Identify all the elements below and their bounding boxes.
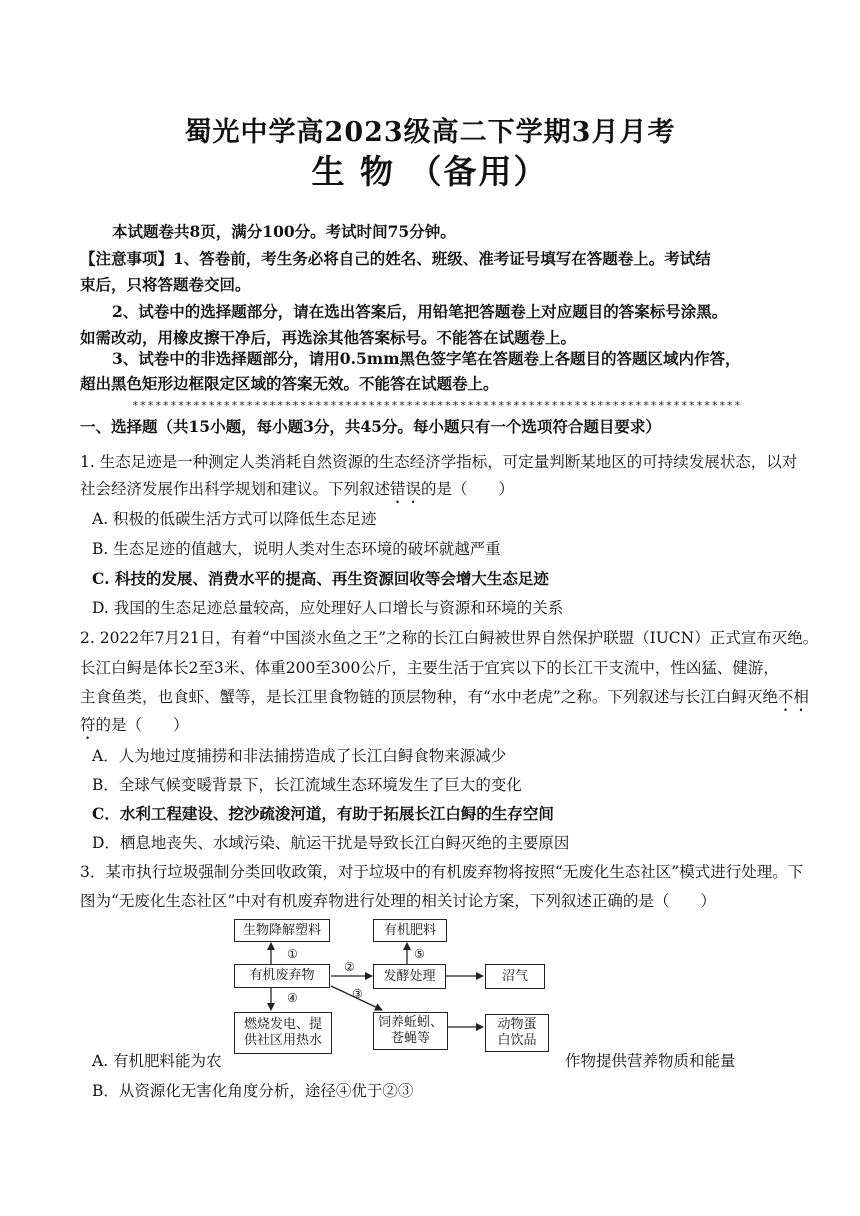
q2-option-a: A．人为地过度捕捞和非法捕捞造成了长江白鲟食物来源减少 [92,747,507,765]
q2-option-c: C．水利工程建设、挖沙疏浚河道，有助于拓展长江白鲟的生存空间 [92,804,554,823]
note-3-line-1: 3、试卷中的非选择题部分，请用0.5mm黑色签字笔在答题卷上各题目的答题区域内作答， [112,349,741,368]
q1-stem-line-1: 1. 生态足迹是一种测定人类消耗自然资源的生态经济学指标，可定量判断某地区的可持续发展状态，以对 [80,453,798,471]
q1-option-d: D. 我国的生态足迹总量较高，应处理好人口增长与资源和环境的关系 [92,599,564,617]
q2-stem-line-1: 2. 2022年7月21日，有着“中国淡水鱼之王”之称的长江白鲟被世界自然保护联盟（IUCN）正式宣布灭绝。 [80,629,819,647]
note-3-line-2: 超出黑色矩形边框限定区域的答案无效。不能答在试题卷上。 [80,374,499,393]
box-protein [485,1014,549,1052]
q3-option-a-part-2: 作物提供营养物质和能量 [565,1052,736,1070]
q3-option-b: B．从资源化无害化角度分析，途径④优于②③ [92,1082,414,1100]
q1-option-a: A. 积极的低碳生活方式可以降低生态足迹 [92,510,377,528]
note-2-line-1: 2、试卷中的选择题部分，请在选出答案后，用铅笔把答题卷上对应题目的答案标号涂黑。 [112,302,728,321]
box-burning-line-1: 燃烧发电、提 [243,1017,322,1032]
exam-intro: 本试题卷共8页，满分100分。考试时间75分钟。 [112,222,456,241]
q3-stem-line-2: 图为“无废化生态社区”中对有机废弃物进行处理的相关讨论方案，下列叙述正确的是（ ） [80,892,716,910]
q2-stem-line-4: 符的是（ ） [80,716,189,734]
q2-emphasis-1: 不相 [777,688,809,706]
q1-option-b: B. 生态足迹的值越大，说明人类对生态环境的破坏就越严重 [92,540,501,558]
q2-stem-line-2: 长江白鲟是体长2至3米、体重200至300公斤，主要生活于宜宾以下的长江干支流中，性凶猛、健游， [80,659,779,677]
page-title: 蜀光中学高2023级高二下学期3月月考 [184,117,676,148]
q1-emphasis: 错误 [390,480,422,498]
q2-emphasis-2: 符 [80,716,96,734]
box-fermentation: 发酵处理 [373,964,446,989]
box-burning [234,1012,332,1054]
label-3: ③ [352,987,363,1001]
label-5: ⑤ [414,947,425,961]
q3-stem-line-1: 3．某市执行垃圾强制分类回收政策，对于垃圾中的有机废弃物将按照“无废化生态社区”模式进行处理。下 [80,863,804,881]
label-4: ④ [287,991,298,1005]
note-1-line-1: 【注意事项】1、答卷前，考生务必将自己的姓名、班级、准考证号填写在答题卷上。考试结 [80,249,711,268]
box-protein-line-2: 白饮品 [497,1033,537,1048]
box-burning-line-2: 供社区用热水 [243,1033,322,1048]
box-organic-waste: 有机废弃物 [234,964,330,988]
separator-line: ******************************************************************************** [132,399,742,412]
box-feeding [373,1012,448,1050]
section-heading: 一、选择题（共15小题，每小题3分，共45分。每小题只有一个选项符合题目要求） [80,417,661,436]
box-biogas: 沼气 [485,964,545,989]
box-feeding-line-1: 饲养蚯蚓、 [377,1015,443,1030]
page-subtitle: 生 物 （备用） [311,152,549,191]
note-1-line-2: 束后，只将答题卷交回。 [80,275,251,294]
q2-option-d: D．栖息地丧失、水域污染、航运干扰是导致长江白鲟灭绝的主要原因 [92,834,570,852]
label-1: ① [287,947,298,961]
box-protein-line-1: 动物蛋 [497,1017,537,1032]
q3-option-a-part-1: A. 有机肥料能为农 [92,1052,222,1070]
q2-stem-line-3: 主食鱼类，也食虾、蟹等，是长江里食物链的顶层物种，有“水中老虎”之称。下列叙述与长江白鲟灭绝不相 [80,688,809,706]
box-fertilizer: 有机肥料 [373,919,447,942]
box-feeding-line-2: 苍蝇等 [390,1031,430,1046]
note-2-line-2: 如需改动，用橡皮擦干净后，再选涂其他答案标号。不能答在试题卷上。 [80,328,577,347]
box-bioplastic: 生物降解塑料 [234,919,330,942]
label-2: ② [344,960,355,974]
q1-option-c: C. 科技的发展、消费水平的提高、再生资源回收等会增大生态足迹 [92,569,549,588]
q1-stem-line-2: 社会经济发展作出科学规划和建议。下列叙述错误的是（ ） [80,480,515,498]
q2-option-b: B．全球气候变暖背景下，长江流域生态环境发生了巨大的变化 [92,776,522,794]
